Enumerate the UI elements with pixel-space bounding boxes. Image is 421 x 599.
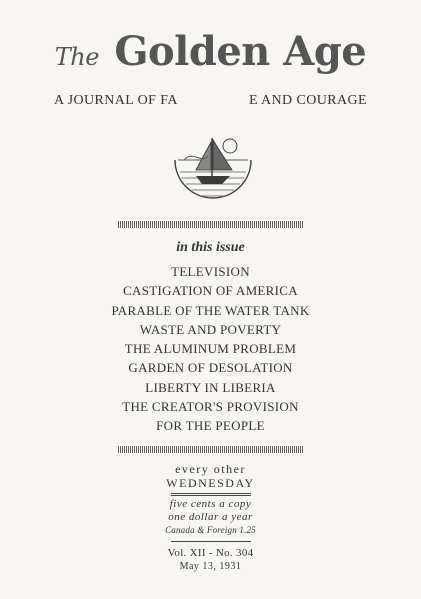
contents-item: LIBERTY IN LIBERIA	[145, 379, 276, 395]
contents-item: FOR THE PEOPLE	[156, 418, 265, 434]
issue-date: May 13, 1931	[179, 561, 242, 572]
price-year: one dollar a year	[168, 511, 253, 523]
subtitle-right: E AND COURAGE	[248, 93, 367, 108]
contents-item: CASTIGATION OF AMERICA	[123, 283, 298, 299]
volume-number: Vol. XII - No. 304	[167, 547, 254, 559]
contents-item: PARABLE OF THE WATER TANK	[111, 302, 310, 318]
contents-item: THE ALUMINUM PROBLEM	[124, 341, 297, 357]
contents-item: TELEVISION	[171, 264, 250, 279]
decorative-rule-bottom	[118, 446, 304, 453]
price-foreign: Canada & Foreign 1.25	[165, 525, 256, 535]
frequency-line2: WEDNESDAY	[166, 476, 255, 490]
price-copy: five cents a copy	[169, 498, 252, 510]
publication-info	[0, 462, 421, 574]
subtitle	[0, 93, 421, 109]
frequency-line1: every other	[175, 462, 246, 476]
ship-emblem-icon	[172, 130, 254, 206]
contents-item: WASTE AND POVERTY	[139, 321, 282, 337]
masthead	[0, 28, 421, 75]
contents-heading: in this issue	[176, 240, 245, 255]
double-rule	[171, 493, 251, 496]
single-rule	[171, 541, 251, 542]
decorative-rule-top	[118, 221, 304, 228]
contents-item: THE CREATOR'S PROVISION	[122, 399, 299, 415]
magazine-title	[55, 28, 367, 75]
contents-item: GARDEN OF DESOLATION	[128, 360, 293, 376]
title-the: The	[54, 43, 99, 71]
contents-list	[0, 262, 421, 436]
title-main: Golden Age	[114, 28, 367, 75]
subtitle-left: A JOURNAL OF FA	[54, 93, 178, 108]
